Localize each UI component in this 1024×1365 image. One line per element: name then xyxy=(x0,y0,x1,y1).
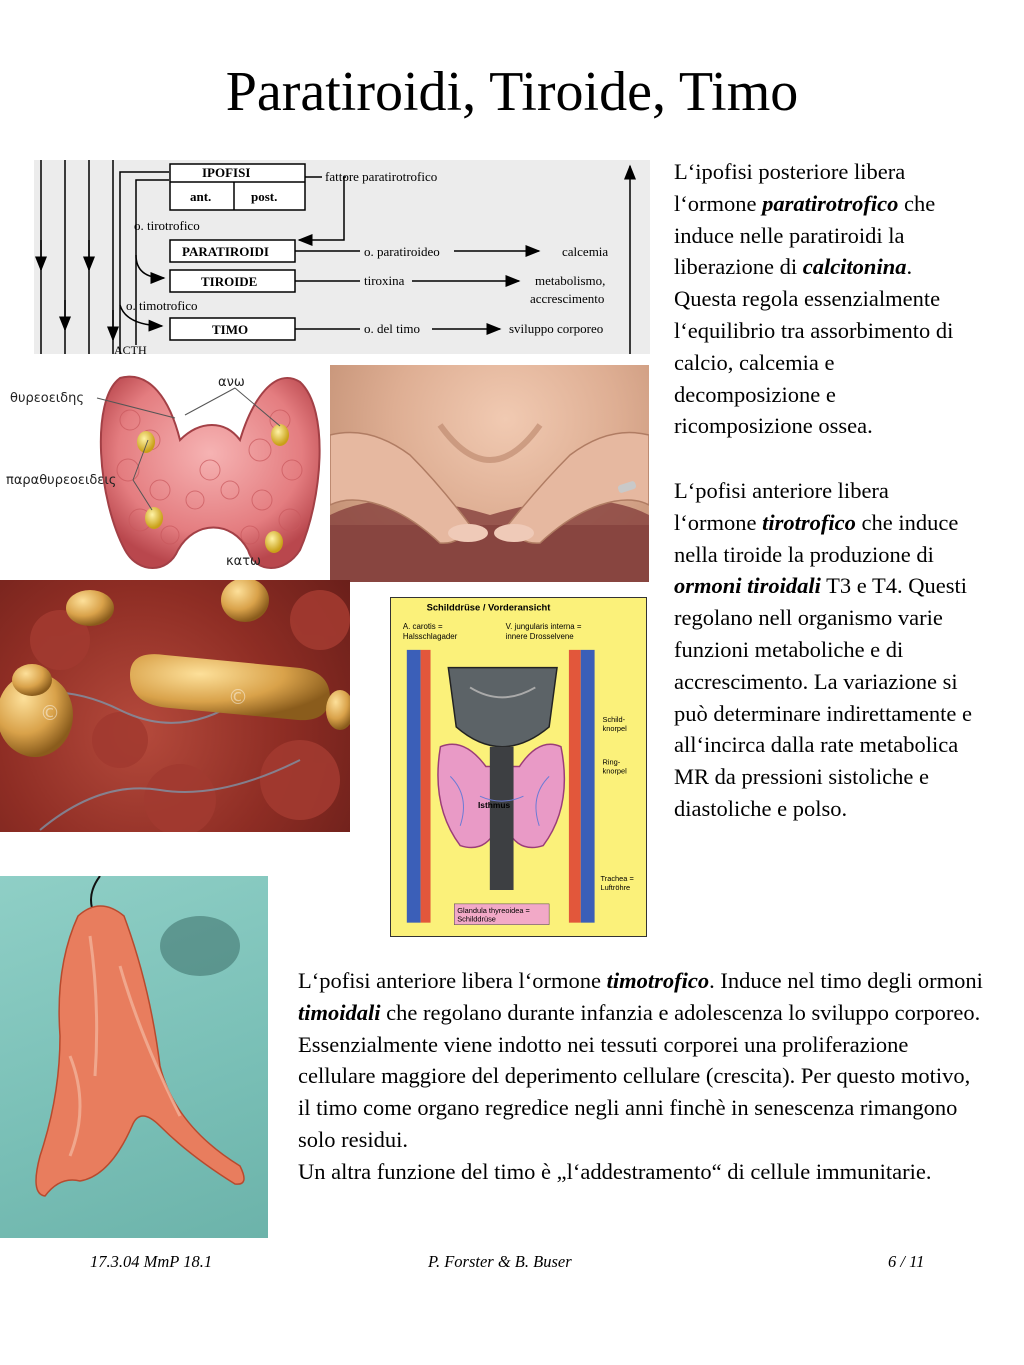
plate-trachea-2: Luftröhre xyxy=(600,883,631,893)
fc-accrescimento: accrescimento xyxy=(530,291,605,306)
fc-tiroxina: tiroxina xyxy=(364,273,405,288)
thy-label-ano: ανω xyxy=(218,375,245,390)
fc-ipofisi: IPOFISI xyxy=(202,165,251,180)
fc-paratiroideo: o. paratiroideo xyxy=(364,244,440,259)
p1-term-paratirotrofico: paratirotrofico xyxy=(762,190,899,216)
fc-post: post. xyxy=(251,189,278,204)
p3-text-3: che regolano durante infanzia e adolescenza lo sviluppo corporeo. Essenzialmente viene indotto nei tessuti corporei una proliferazione cellulare maggiore del deperimento cellulare (crescita). Per questo motivo, il timo come organo regredice negli anni finchè in senescenza rimangono solo residui. xyxy=(298,999,981,1152)
plate-schild-2: knorpel xyxy=(602,723,627,733)
slide-title: Paratiroidi, Tiroide, Timo xyxy=(225,61,799,123)
plate-jugularis-1: V. jungularis interna = xyxy=(505,622,582,632)
fc-tirotrofico: o. tirotrofico xyxy=(134,218,200,233)
fc-timo: TIMO xyxy=(212,322,249,337)
p3-text-2: . Induce nel timo degli ormoni xyxy=(709,968,983,993)
paragraph-paratiroidi xyxy=(674,156,974,442)
neck-svg xyxy=(330,365,649,582)
plate-title: Schilddrüse / Vorderansicht xyxy=(426,602,551,613)
fc-acth: ACTH xyxy=(114,343,147,354)
paragraph-timo xyxy=(298,965,988,1188)
p1-text-3: . Questa regola essenzialmente l‘equilibrio tra assorbimento di calcio, calcemia e decomposizione e ricomposizione ossea. xyxy=(674,254,954,439)
thy-label-parathyreoid: παραθυρεοειδεις xyxy=(6,473,117,488)
neck-palpation-photo xyxy=(330,365,649,582)
thyroid-anatomy-plate xyxy=(390,597,647,937)
p2-text-3: T3 e T4. Questi regolano nell organismo varie funzioni metaboliche e di accrescimento. La variazione si può determinare indirettamente e all‘incirca dalla rate metabolica MR da pressioni sistoliche e diastoliche e polso. xyxy=(674,573,972,821)
plate-svg xyxy=(391,598,645,935)
plate-jugularis-2: innere Drosselvene xyxy=(505,632,574,642)
plate-glandula-1: Glandula thyreoidea = xyxy=(457,905,530,915)
fc-sviluppo: sviluppo corporeo xyxy=(509,321,604,336)
footer-page-number: 6 / 11 xyxy=(888,1252,925,1271)
p3-term-timotrofico: timotrofico xyxy=(606,968,710,993)
fc-metabolismo: metabolismo, xyxy=(535,273,606,288)
plate-schild-1: Schild- xyxy=(602,715,626,725)
paragraph-tiroide xyxy=(674,475,974,825)
p2-text-1: L‘pofisi anteriore libera l‘ormone xyxy=(674,478,889,535)
footer-authors: P. Forster & B. Buser xyxy=(428,1252,572,1271)
plate-trachea-1: Trachea = xyxy=(600,874,634,884)
thyroid-illustration xyxy=(0,360,330,582)
flowchart-svg xyxy=(34,160,650,354)
plate-ring-1: Ring- xyxy=(602,757,621,767)
fc-timotrofico: o. timotrofico xyxy=(126,298,198,313)
thyroid-svg xyxy=(0,360,330,582)
p1-text-2: che induce nelle paratiroidi la liberazione di xyxy=(674,190,936,280)
fc-del-timo: o. del timo xyxy=(364,321,420,336)
p2-term-ormoni-tiroidali: ormoni tiroidali xyxy=(674,573,821,599)
thymus-svg xyxy=(0,876,268,1238)
p2-text-2: che induce nella tiroide la produzione di xyxy=(674,509,959,567)
hormone-flowchart xyxy=(34,160,650,354)
plate-ring-2: knorpel xyxy=(602,766,627,776)
fc-tiroide: TIROIDE xyxy=(201,274,258,289)
p1-text-1: L‘ipofisi posteriore libera l‘ormone xyxy=(674,159,906,216)
fc-fattore: fattore paratirotrofico xyxy=(325,169,438,184)
p3-text-4: Un altra funzione del timo è „l‘addestramento“ di cellule immunitarie. xyxy=(298,1158,932,1184)
thy-label-kato: κατω xyxy=(226,554,261,569)
plate-isthmus: Isthmus xyxy=(477,800,511,811)
plate-carotis-1: A. carotis = xyxy=(402,622,443,632)
fc-calcemia: calcemia xyxy=(562,244,609,259)
plate-glandula-2: Schilddrüse xyxy=(457,914,496,924)
footer-date: 17.3.04 MmP 18.1 xyxy=(90,1252,213,1271)
plate-carotis-2: Halsschlagader xyxy=(402,632,458,642)
p2-term-tirotrofico: tirotrofico xyxy=(762,509,856,535)
fc-ant: ant. xyxy=(190,189,212,204)
micro-copyright-1: © xyxy=(40,701,60,725)
thymus-photo xyxy=(0,876,268,1238)
fc-paratiroidi: PARATIROIDI xyxy=(182,244,269,259)
p3-text-1: L‘pofisi anteriore libera l‘ormone xyxy=(298,968,607,993)
p1-term-calcitonina: calcitonina xyxy=(802,254,907,280)
micro-svg xyxy=(0,580,350,832)
micro-copyright-2: © xyxy=(228,685,248,709)
thy-label-thyreoid: θυρεοειδης xyxy=(10,391,84,406)
p3-term-timoidali: timoidali xyxy=(298,999,381,1025)
electron-micrograph xyxy=(0,580,350,832)
